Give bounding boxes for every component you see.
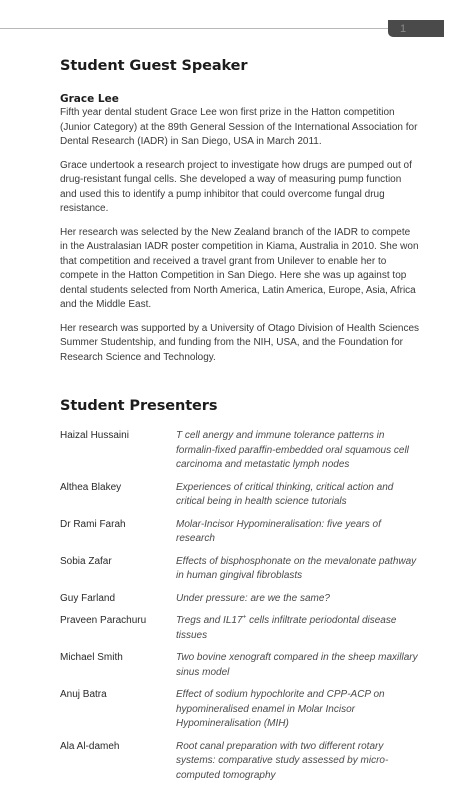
presenter-name: Michael Smith: [60, 652, 123, 663]
presenter-row: [60, 688, 420, 732]
presentation-title-part: cells infiltrate periodontal disease tissues: [176, 615, 397, 641]
presentation-title: T cell anergy and immune tolerance patterns in formalin-fixed paraffin-embedded oral squamous cell carcinoma and metastatic lymph nodes: [176, 430, 409, 470]
page-number: 1: [399, 23, 407, 35]
presentation-title: Under pressure: are we the same?: [176, 592, 330, 604]
presentation-title: Two bovine xenograft compared in the sheep maxillary sinus model: [176, 652, 418, 678]
guest-speaker-name: Grace Lee: [60, 93, 119, 105]
presenter-name: Praveen Parachuru: [60, 615, 147, 626]
presentation-title: [176, 614, 419, 643]
presentation-title: Effect of sodium hypochlorite and CPP-ACP on hypomineralised enamel in Molar Incisor Hypomineralisation (MIH): [176, 689, 385, 729]
presenters-list: [60, 429, 420, 783]
presenter-name: Sobia Zafar: [60, 555, 112, 567]
presenter-row: [60, 614, 420, 643]
header-rule: [0, 28, 388, 29]
guest-speaker-heading: Student Guest Speaker: [60, 58, 248, 74]
presenter-name: Ala Al-dameh: [60, 740, 120, 752]
presentation-title: Root canal preparation with two different rotary systems: comparative study assessed by micro-computed tomography: [176, 740, 389, 781]
presentation-title: Molar-Incisor Hypomineralisation: five years of research: [176, 518, 381, 544]
guest-paragraph-3: Her research was selected by the New Zealand branch of the IADR to compete in the Australasian IADR poster competition in Kiama, Australia in 2010. She won that competition and received a travel grant from Unilever to enable her to compete in the Hatton Competition in San Diego. Here she was up against top dental students selected from North America, Latin America, Europe, Asia, Africa and the Middle East.: [60, 226, 419, 310]
presenters-heading: Student Presenters: [60, 398, 218, 414]
guest-paragraph-4: Her research was supported by a University of Otago Division of Health Sciences Summer Studentship, and funding from the NIH, USA, and the Foundation for Research Science and Technology.: [60, 322, 420, 363]
presenter-row: [60, 481, 420, 510]
presenter-row: [60, 518, 420, 547]
presenter-row: [60, 592, 420, 607]
presenter-name: Haizal Hussaini: [60, 430, 129, 441]
presenter-row: [60, 555, 420, 584]
presenter-name: Guy Farland: [60, 592, 116, 604]
presenter-name: Dr Rami Farah: [60, 518, 126, 530]
presentation-title: Experiences of critical thinking, critical action and critical being in health science tutorials: [176, 481, 394, 507]
presentation-title: Effects of bisphosphonate on the mevalonate pathway in human gingival fibroblasts: [176, 555, 417, 581]
presenter-row: [60, 429, 420, 473]
presentation-title-part: Tregs and IL17: [176, 615, 243, 626]
superscript-plus: +: [242, 613, 247, 621]
guest-paragraph-2: Grace undertook a research project to investigate how drugs are pumped out of drug-resistant fungal cells. She developed a way of measuring pump function and used this to identify a pump inhibitor that could overcome fungal drug resistance.: [60, 159, 412, 214]
guest-paragraph-1: Fifth year dental student Grace Lee won first prize in the Hatton competition (Junior Category) at the 89th General Session of the International Association for Dental Research (IADR) in San Diego, USA in March 2011.: [60, 107, 418, 147]
presenter-name: Anuj Batra: [60, 689, 107, 700]
presenter-row: [60, 651, 420, 680]
presenter-row: [60, 740, 420, 784]
presenter-name: Althea Blakey: [60, 481, 122, 493]
page-content: [60, 55, 420, 791]
